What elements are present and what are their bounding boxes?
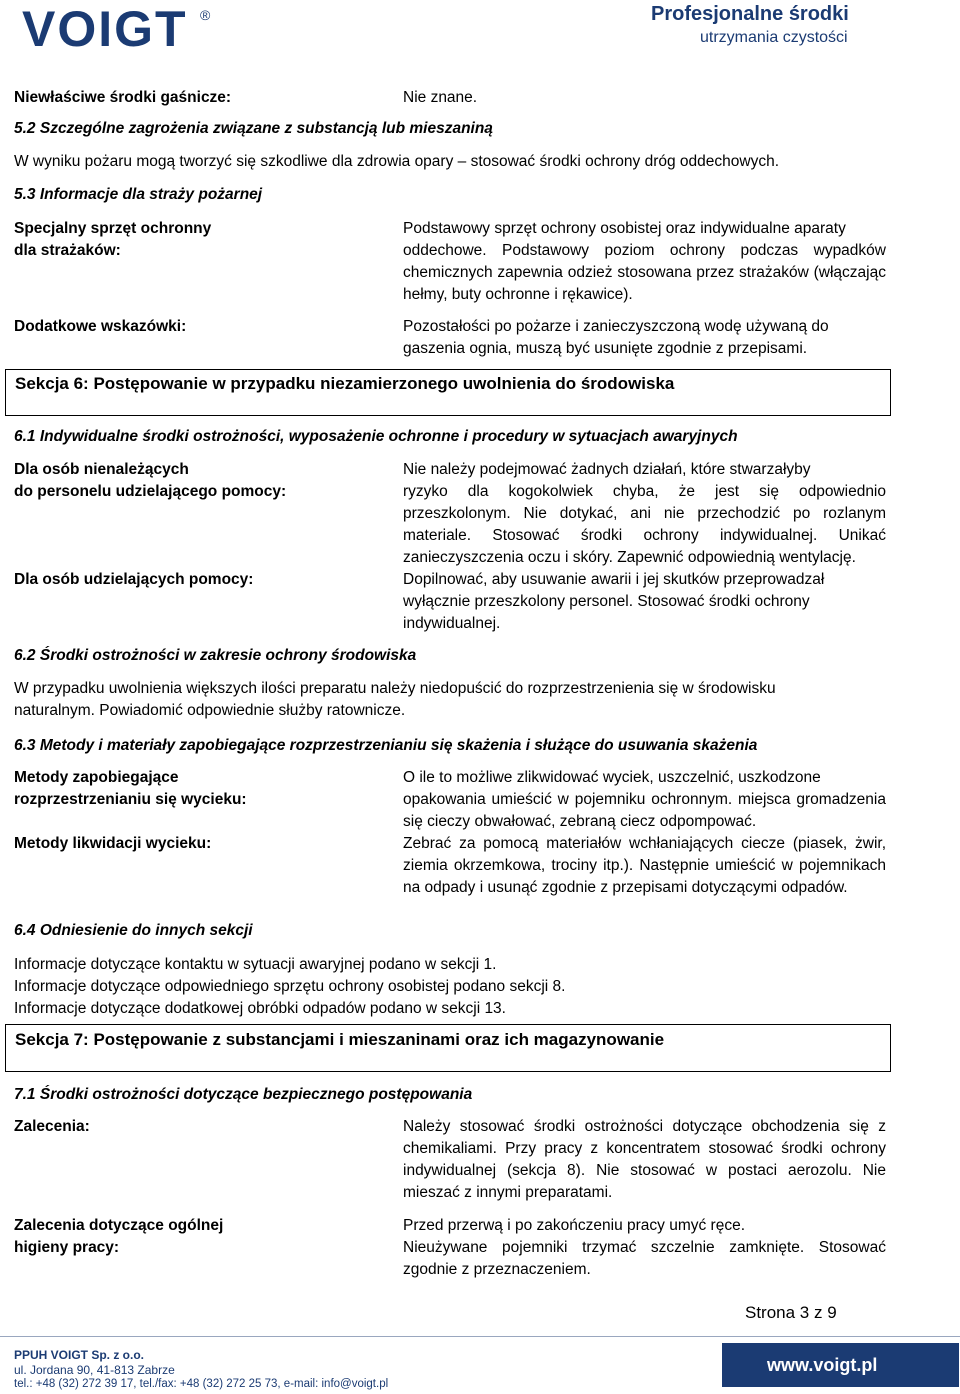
additional-guidance-label: Dodatkowe wskazówki: (14, 318, 187, 335)
voigt-logo (22, 4, 212, 52)
hygiene-text: Nieużywane pojemniki trzymać szczelnie zamknięte. Stosować zgodnie z przeznaczeniem. (403, 1239, 886, 1278)
cleanup-text: Zebrać za pomocą materiałów wchłaniających ciecze (piasek, żwir, ziemia okrzemkowa, trociny itp.). Następnie umieścić w pojemnikach na odpady i usunąć zgodnie z przepisami dotyczącymi odpadów. (403, 835, 886, 896)
responders-text: Dopilnować, aby usuwanie awarii i jej skutków przeprowadzał wyłącznie przeszkolony personel. Stosować środki ochrony indywidualnej. (403, 571, 825, 632)
additional-guidance-text: Pozostałości po pożarze i zanieczyszczoną wodę używaną do gaszenia ognia, muszą być usunięte zgodnie z przepisami. (403, 318, 829, 357)
website-link[interactable]: www.voigt.pl (722, 1343, 959, 1387)
equipment-text: oddechowe. Podstawowy poziom ochrony podczas wypadków chemicznych zapewnia odzież stosowana przez strażaków (włączając hełmy, buty ochronne i rękawice). (403, 242, 886, 303)
footer-company: PPUH VOIGT Sp. z o.o. (14, 1348, 145, 1362)
footer-address: ul. Jordana 90, 41-813 Zabrze (14, 1363, 175, 1377)
voigt-logo-icon (22, 4, 212, 52)
unsuitable-extinguishing-label: Niewłaściwe środki gaśnicze: (14, 89, 232, 106)
unsuitable-extinguishing-value: Nie znane. (403, 89, 478, 106)
heading-6-3: 6.3 Metody i materiały zapobiegające rozprzestrzenianiu się skażenia i służące do usuwania skażenia (14, 737, 758, 754)
section-7-header-box (5, 1024, 891, 1072)
section-6-title: Sekcja 6: Postępowanie w przypadku niezamierzonego uwolnienia do środowiska (15, 374, 675, 393)
footer-divider (0, 1336, 960, 1337)
non-emergency-line1: Nie należy podejmować żadnych działań, które stwarzałyby (403, 461, 811, 478)
containment-label (14, 767, 384, 811)
hygiene-label-line1: Zalecenia dotyczące ogólnej (14, 1217, 224, 1234)
equipment-label (14, 218, 374, 262)
heading-5-2: 5.2 Szczególne zagrożenia związane z substancją lub mieszaniną (14, 120, 493, 137)
containment-label-line1: Metody zapobiegające (14, 769, 179, 786)
non-emergency-label-line2: do personelu udzielającego pomocy: (14, 483, 287, 500)
heading-6-4: 6.4 Odniesienie do innych sekcji (14, 922, 253, 939)
footer-contact: tel.: +48 (32) 272 39 17, tel./fax: +48 (32) 272 25 73, e-mail: info@voigt.pl (14, 1378, 389, 1390)
heading-7-1: 7.1 Środki ostrożności dotyczące bezpiecznego postępowania (14, 1086, 473, 1103)
paragraph-6-2: W przypadku uwolnienia większych ilości preparatu należy niedopuścić do rozprzestrzenienia się w środowisku naturalnym. Powiadomić odpowiednie służby ratownicze. (14, 680, 776, 719)
hygiene-label (14, 1215, 384, 1259)
non-emergency-label-line1: Dla osób nienależących (14, 461, 189, 478)
hygiene-label-line2: higieny pracy: (14, 1239, 120, 1256)
recommendations-label: Zalecenia: (14, 1118, 90, 1135)
heading-5-3: 5.3 Informacje dla straży pożarnej (14, 186, 263, 203)
tagline-line1: Profesjonalne środki (651, 3, 849, 25)
heading-6-1: 6.1 Indywidualne środki ostrożności, wyposażenie ochronne i procedury w sytuacjach awaryjnych (14, 428, 738, 445)
non-emergency-label (14, 459, 394, 503)
equipment-label-line1: Specjalny sprzęt ochronny (14, 220, 212, 237)
reference-3: Informacje dotyczące dodatkowej obróbki odpadów podano w sekcji 13. (14, 1000, 506, 1017)
containment-text: opakowania umieścić w pojemniku ochronnym. miejsca gromadzenia się cieczy obwałować, zebraną ciecz odpompować. (403, 791, 886, 830)
trademark: ® (200, 7, 211, 23)
logo-text: VOIGT (22, 4, 188, 52)
paragraph-5-2: W wyniku pożaru mogą tworzyć się szkodliwe dla zdrowia opary – stosować środki ochrony dróg oddechowych. (14, 153, 780, 170)
cleanup-label: Metody likwidacji wycieku: (14, 835, 212, 852)
recommendations-text: Należy stosować środki ostrożności dotyczące obchodzenia się z chemikaliami. Przy pracy z koncentratem stosować środki ochrony indywidualnej (sekcja 8). Nie stosować w postaci aerozolu. Nie mieszać z innymi preparatami. (403, 1118, 886, 1201)
reference-2: Informacje dotyczące odpowiedniego sprzętu ochrony osobistej podano sekcji 8. (14, 978, 566, 995)
section-7-title: Sekcja 7: Postępowanie z substancjami i mieszaninami oraz ich magazynowanie (15, 1030, 665, 1049)
responders-label: Dla osób udzielających pomocy: (14, 571, 254, 588)
reference-1: Informacje dotyczące kontaktu w sytuacji awaryjnej podano w sekcji 1. (14, 956, 497, 973)
equipment-line1: Podstawowy sprzęt ochrony osobistej oraz indywidualne aparaty (403, 220, 846, 237)
tagline-line2: utrzymania czystości (700, 29, 848, 46)
heading-6-2: 6.2 Środki ostrożności w zakresie ochrony środowiska (14, 647, 417, 664)
equipment-label-line2: dla strażaków: (14, 242, 121, 259)
containment-label-line2: rozprzestrzenianiu się wycieku: (14, 791, 247, 808)
containment-line1: O ile to możliwe zlikwidować wyciek, uszczelnić, uszkodzone (403, 769, 821, 786)
hygiene-line1: Przed przerwą i po zakończeniu pracy umyć ręce. (403, 1217, 746, 1234)
section-6-header-box (5, 369, 891, 416)
non-emergency-text: ryzyko dla kogokolwiek chyba, że jest się odpowiednio przeszkolonym. Nie dotykać, ani nie przechodzić po rozlanym materiale. Stosować środki ochrony indywidualnej. Unikać zanieczyszczenia oczu i skóry. Zapewnić odpowiednią wentylację. (403, 483, 886, 566)
page-number: Strona 3 z 9 (745, 1303, 837, 1322)
